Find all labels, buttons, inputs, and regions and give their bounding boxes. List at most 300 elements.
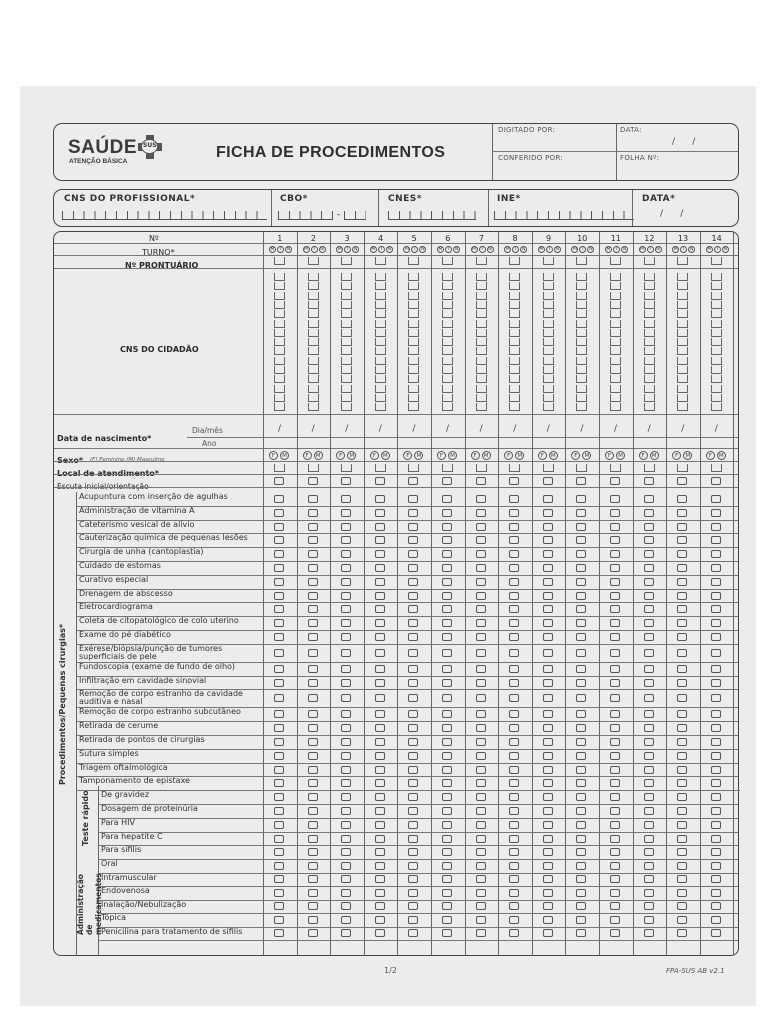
procedure-checkbox[interactable] (509, 710, 519, 718)
procedure-checkbox[interactable] (476, 835, 486, 843)
cns-digit-box[interactable] (274, 366, 285, 374)
local-box[interactable] (644, 464, 655, 472)
procedure-checkbox[interactable] (576, 509, 586, 517)
procedure-checkbox[interactable] (308, 495, 318, 503)
procedure-checkbox[interactable] (677, 875, 687, 883)
procedure-checkbox[interactable] (375, 738, 385, 746)
procedure-checkbox[interactable] (644, 564, 654, 572)
cns-digit-box[interactable] (711, 375, 722, 383)
procedure-checkbox[interactable] (308, 835, 318, 843)
procedure-checkbox[interactable] (610, 848, 620, 856)
turno-option[interactable]: N (286, 247, 291, 252)
procedure-checkbox[interactable] (274, 889, 284, 897)
turno-option[interactable]: M (640, 247, 645, 252)
turno-option[interactable]: M (371, 247, 376, 252)
cns-digit-box[interactable] (408, 310, 419, 318)
cns-digit-box[interactable] (308, 273, 319, 281)
cns-digit-box[interactable] (543, 310, 554, 318)
procedure-checkbox[interactable] (442, 724, 452, 732)
procedure-checkbox[interactable] (711, 523, 721, 531)
procedure-checkbox[interactable] (274, 710, 284, 718)
sexo-option[interactable]: F (403, 451, 412, 460)
procedure-checkbox[interactable] (408, 807, 418, 815)
local-box[interactable] (576, 464, 587, 472)
cns-digit-box[interactable] (677, 366, 688, 374)
procedure-checkbox[interactable] (677, 848, 687, 856)
procedure-checkbox[interactable] (644, 862, 654, 870)
cns-digit-box[interactable] (576, 301, 587, 309)
procedure-checkbox[interactable] (375, 665, 385, 673)
procedure-checkbox[interactable] (375, 550, 385, 558)
cns-digit-box[interactable] (442, 385, 453, 393)
procedure-checkbox[interactable] (509, 738, 519, 746)
procedure-checkbox[interactable] (711, 779, 721, 787)
cns-digit-box[interactable] (543, 357, 554, 365)
local-box[interactable] (610, 464, 621, 472)
procedure-checkbox[interactable] (408, 633, 418, 641)
procedure-checkbox[interactable] (644, 766, 654, 774)
procedure-checkbox[interactable] (442, 578, 452, 586)
cns-digit-box[interactable] (543, 301, 554, 309)
cns-digit-box[interactable] (274, 385, 285, 393)
cns-digit-box[interactable] (408, 385, 419, 393)
procedure-checkbox[interactable] (576, 724, 586, 732)
procedure-checkbox[interactable] (576, 550, 586, 558)
procedure-checkbox[interactable] (576, 875, 586, 883)
procedure-checkbox[interactable] (543, 724, 553, 732)
procedure-checkbox[interactable] (408, 649, 418, 657)
procedure-checkbox[interactable] (576, 578, 586, 586)
procedure-checkbox[interactable] (509, 793, 519, 801)
procedure-checkbox[interactable] (476, 916, 486, 924)
procedure-checkbox[interactable] (408, 550, 418, 558)
sexo-option[interactable]: M (616, 451, 625, 460)
escuta-checkbox[interactable] (677, 477, 687, 485)
cns-digit-box[interactable] (274, 273, 285, 281)
sexo-option[interactable]: M (582, 451, 591, 460)
procedure-checkbox[interactable] (341, 793, 351, 801)
cns-digit-box[interactable] (509, 310, 520, 318)
procedure-checkbox[interactable] (610, 564, 620, 572)
cns-digit-box[interactable] (610, 292, 621, 300)
cns-digit-box[interactable] (711, 282, 722, 290)
procedure-checkbox[interactable] (644, 550, 654, 558)
procedure-checkbox[interactable] (375, 848, 385, 856)
procedure-checkbox[interactable] (543, 649, 553, 657)
turno-option[interactable]: M (707, 247, 712, 252)
procedure-checkbox[interactable] (408, 821, 418, 829)
procedure-checkbox[interactable] (677, 929, 687, 937)
cns-digit-box[interactable] (408, 366, 419, 374)
procedure-checkbox[interactable] (274, 875, 284, 883)
cns-digit-box[interactable] (408, 301, 419, 309)
procedure-checkbox[interactable] (509, 592, 519, 600)
procedure-checkbox[interactable] (543, 550, 553, 558)
procedure-checkbox[interactable] (711, 835, 721, 843)
procedure-checkbox[interactable] (711, 633, 721, 641)
procedure-checkbox[interactable] (341, 550, 351, 558)
cns-digit-box[interactable] (711, 292, 722, 300)
procedure-checkbox[interactable] (644, 665, 654, 673)
procedure-checkbox[interactable] (442, 649, 452, 657)
procedure-checkbox[interactable] (442, 848, 452, 856)
procedure-checkbox[interactable] (442, 835, 452, 843)
procedure-checkbox[interactable] (677, 495, 687, 503)
procedure-checkbox[interactable] (677, 633, 687, 641)
cns-digit-box[interactable] (375, 403, 386, 411)
cns-digit-box[interactable] (442, 282, 453, 290)
cns-digit-box[interactable] (476, 310, 487, 318)
cns-digit-box[interactable] (711, 385, 722, 393)
cns-digit-box[interactable] (644, 273, 655, 281)
cns-digit-box[interactable] (408, 320, 419, 328)
procedure-checkbox[interactable] (442, 807, 452, 815)
procedure-checkbox[interactable] (408, 793, 418, 801)
procedure-checkbox[interactable] (576, 710, 586, 718)
procedure-checkbox[interactable] (274, 929, 284, 937)
procedure-checkbox[interactable] (543, 679, 553, 687)
local-box[interactable] (711, 464, 722, 472)
procedure-checkbox[interactable] (644, 738, 654, 746)
cns-digit-box[interactable] (711, 320, 722, 328)
procedure-checkbox[interactable] (610, 619, 620, 627)
procedure-checkbox[interactable] (476, 633, 486, 641)
cbo-field[interactable] (278, 211, 333, 220)
procedure-checkbox[interactable] (375, 649, 385, 657)
cns-digit-box[interactable] (509, 385, 520, 393)
cns-digit-box[interactable] (610, 403, 621, 411)
procedure-checkbox[interactable] (543, 821, 553, 829)
procedure-checkbox[interactable] (308, 902, 318, 910)
procedure-checkbox[interactable] (677, 793, 687, 801)
procedure-checkbox[interactable] (610, 550, 620, 558)
procedure-checkbox[interactable] (610, 929, 620, 937)
sexo-option[interactable]: F (471, 451, 480, 460)
cns-digit-box[interactable] (308, 301, 319, 309)
turno-option[interactable]: N (656, 247, 660, 252)
cns-digit-box[interactable] (610, 366, 621, 374)
procedure-checkbox[interactable] (274, 633, 284, 641)
procedure-checkbox[interactable] (644, 929, 654, 937)
procedure-checkbox[interactable] (408, 495, 418, 503)
procedure-checkbox[interactable] (711, 929, 721, 937)
sexo-option[interactable]: F (706, 451, 715, 460)
procedure-checkbox[interactable] (375, 592, 385, 600)
procedure-checkbox[interactable] (476, 766, 486, 774)
cns-digit-box[interactable] (375, 347, 386, 355)
procedure-checkbox[interactable] (476, 875, 486, 883)
procedure-checkbox[interactable] (543, 592, 553, 600)
procedure-checkbox[interactable] (408, 902, 418, 910)
procedure-checkbox[interactable] (610, 889, 620, 897)
cns-digit-box[interactable] (711, 273, 722, 281)
procedure-checkbox[interactable] (408, 875, 418, 883)
turno-option[interactable]: N (488, 247, 492, 252)
procedure-checkbox[interactable] (341, 902, 351, 910)
cns-digit-box[interactable] (644, 329, 655, 337)
procedure-checkbox[interactable] (711, 665, 721, 673)
procedure-checkbox[interactable] (677, 694, 687, 702)
procedure-checkbox[interactable] (341, 578, 351, 586)
turno-option[interactable]: M (438, 247, 443, 252)
procedure-checkbox[interactable] (711, 578, 721, 586)
procedure-checkbox[interactable] (375, 694, 385, 702)
procedure-checkbox[interactable] (408, 766, 418, 774)
prontuario-box[interactable] (711, 257, 722, 265)
procedure-checkbox[interactable] (576, 523, 586, 531)
cns-digit-box[interactable] (274, 320, 285, 328)
cns-digit-box[interactable] (711, 338, 722, 346)
cns-digit-box[interactable] (476, 320, 487, 328)
procedure-checkbox[interactable] (442, 523, 452, 531)
procedure-checkbox[interactable] (476, 550, 486, 558)
procedure-checkbox[interactable] (274, 694, 284, 702)
procedure-checkbox[interactable] (509, 902, 519, 910)
turno-option[interactable]: N (421, 247, 425, 252)
procedure-checkbox[interactable] (308, 509, 318, 517)
procedure-checkbox[interactable] (644, 835, 654, 843)
cns-digit-box[interactable] (677, 338, 688, 346)
procedure-checkbox[interactable] (711, 875, 721, 883)
procedure-checkbox[interactable] (274, 578, 284, 586)
procedure-checkbox[interactable] (677, 821, 687, 829)
sexo-option[interactable]: F (303, 451, 312, 460)
procedure-checkbox[interactable] (644, 495, 654, 503)
procedure-checkbox[interactable] (644, 619, 654, 627)
procedure-checkbox[interactable] (442, 821, 452, 829)
procedure-checkbox[interactable] (274, 793, 284, 801)
procedure-checkbox[interactable] (543, 875, 553, 883)
procedure-checkbox[interactable] (408, 509, 418, 517)
cns-digit-box[interactable] (375, 320, 386, 328)
sexo-option[interactable]: M (515, 451, 524, 460)
procedure-checkbox[interactable] (711, 679, 721, 687)
cns-digit-box[interactable] (274, 375, 285, 383)
cns-digit-box[interactable] (509, 292, 520, 300)
procedure-checkbox[interactable] (476, 679, 486, 687)
procedure-checkbox[interactable] (576, 679, 586, 687)
escuta-checkbox[interactable] (308, 477, 318, 485)
cns-digit-box[interactable] (375, 310, 386, 318)
cns-digit-box[interactable] (341, 403, 352, 411)
cns-digit-box[interactable] (610, 375, 621, 383)
procedure-checkbox[interactable] (274, 766, 284, 774)
procedure-checkbox[interactable] (711, 619, 721, 627)
cns-digit-box[interactable] (677, 385, 688, 393)
procedure-checkbox[interactable] (576, 495, 586, 503)
procedure-checkbox[interactable] (341, 807, 351, 815)
escuta-checkbox[interactable] (711, 477, 721, 485)
escuta-checkbox[interactable] (442, 477, 452, 485)
cns-digit-box[interactable] (576, 273, 587, 281)
procedure-checkbox[interactable] (509, 724, 519, 732)
procedure-checkbox[interactable] (644, 916, 654, 924)
cns-digit-box[interactable] (677, 375, 688, 383)
procedure-checkbox[interactable] (711, 592, 721, 600)
sexo-option[interactable]: M (314, 451, 323, 460)
procedure-checkbox[interactable] (341, 835, 351, 843)
cns-digit-box[interactable] (308, 310, 319, 318)
procedure-checkbox[interactable] (610, 821, 620, 829)
procedure-checkbox[interactable] (274, 916, 284, 924)
sexo-option[interactable]: F (504, 451, 513, 460)
procedure-checkbox[interactable] (308, 550, 318, 558)
procedure-checkbox[interactable] (408, 536, 418, 544)
procedure-checkbox[interactable] (341, 523, 351, 531)
procedure-checkbox[interactable] (543, 694, 553, 702)
sexo-option[interactable]: M (717, 451, 726, 460)
procedure-checkbox[interactable] (543, 752, 553, 760)
procedure-checkbox[interactable] (274, 649, 284, 657)
procedure-checkbox[interactable] (509, 509, 519, 517)
cns-digit-box[interactable] (711, 357, 722, 365)
cns-digit-box[interactable] (576, 347, 587, 355)
procedure-checkbox[interactable] (576, 779, 586, 787)
cns-digit-box[interactable] (576, 385, 587, 393)
prontuario-box[interactable] (509, 257, 520, 265)
local-box[interactable] (677, 464, 688, 472)
procedure-checkbox[interactable] (543, 848, 553, 856)
local-box[interactable] (442, 464, 453, 472)
procedure-checkbox[interactable] (408, 679, 418, 687)
cns-digit-box[interactable] (341, 394, 352, 402)
cns-digit-box[interactable] (408, 375, 419, 383)
cns-digit-box[interactable] (576, 338, 587, 346)
procedure-checkbox[interactable] (644, 679, 654, 687)
cns-digit-box[interactable] (308, 403, 319, 411)
procedure-checkbox[interactable] (308, 633, 318, 641)
sexo-option[interactable]: M (280, 451, 289, 460)
procedure-checkbox[interactable] (509, 835, 519, 843)
procedure-checkbox[interactable] (610, 694, 620, 702)
procedure-checkbox[interactable] (308, 649, 318, 657)
turno-option[interactable]: T (613, 246, 620, 253)
cns-digit-box[interactable] (341, 357, 352, 365)
cns-digit-box[interactable] (509, 301, 520, 309)
procedure-checkbox[interactable] (274, 779, 284, 787)
cns-digit-box[interactable] (274, 310, 285, 318)
procedure-checkbox[interactable] (375, 619, 385, 627)
procedure-checkbox[interactable] (442, 633, 452, 641)
procedure-checkbox[interactable] (408, 619, 418, 627)
procedure-checkbox[interactable] (509, 694, 519, 702)
procedure-checkbox[interactable] (543, 495, 553, 503)
cns-digit-box[interactable] (543, 403, 554, 411)
cns-digit-box[interactable] (610, 310, 621, 318)
turno-option[interactable]: N (454, 247, 459, 252)
cns-digit-box[interactable] (375, 375, 386, 383)
procedure-checkbox[interactable] (341, 916, 351, 924)
cns-digit-box[interactable] (509, 329, 520, 337)
cns-digit-box[interactable] (677, 394, 688, 402)
cns-digit-box[interactable] (610, 394, 621, 402)
procedure-checkbox[interactable] (274, 665, 284, 673)
procedure-checkbox[interactable] (644, 902, 654, 910)
procedure-checkbox[interactable] (677, 509, 687, 517)
cns-digit-box[interactable] (308, 320, 319, 328)
procedure-checkbox[interactable] (408, 564, 418, 572)
cns-digit-box[interactable] (711, 394, 722, 402)
procedure-checkbox[interactable] (308, 807, 318, 815)
procedure-checkbox[interactable] (509, 929, 519, 937)
procedure-checkbox[interactable] (677, 619, 687, 627)
cns-digit-box[interactable] (274, 301, 285, 309)
procedure-checkbox[interactable] (274, 862, 284, 870)
cns-digit-box[interactable] (341, 366, 352, 374)
procedure-checkbox[interactable] (476, 605, 486, 613)
escuta-checkbox[interactable] (509, 477, 519, 485)
procedure-checkbox[interactable] (610, 649, 620, 657)
procedure-checkbox[interactable] (543, 862, 553, 870)
procedure-checkbox[interactable] (576, 889, 586, 897)
procedure-checkbox[interactable] (677, 710, 687, 718)
cns-digit-box[interactable] (543, 347, 554, 355)
procedure-checkbox[interactable] (711, 766, 721, 774)
turno-option[interactable]: M (505, 247, 510, 252)
procedure-checkbox[interactable] (711, 724, 721, 732)
procedure-checkbox[interactable] (543, 835, 553, 843)
procedure-checkbox[interactable] (274, 902, 284, 910)
sexo-option[interactable]: F (336, 451, 345, 460)
procedure-checkbox[interactable] (476, 889, 486, 897)
procedure-checkbox[interactable] (644, 509, 654, 517)
procedure-checkbox[interactable] (274, 752, 284, 760)
procedure-checkbox[interactable] (576, 649, 586, 657)
cns-digit-box[interactable] (341, 273, 352, 281)
procedure-checkbox[interactable] (341, 929, 351, 937)
procedure-checkbox[interactable] (408, 694, 418, 702)
local-box[interactable] (509, 464, 520, 472)
procedure-checkbox[interactable] (576, 605, 586, 613)
procedure-checkbox[interactable] (375, 766, 385, 774)
prontuario-box[interactable] (308, 257, 319, 265)
procedure-checkbox[interactable] (341, 649, 351, 657)
cns-digit-box[interactable] (509, 273, 520, 281)
cns-digit-box[interactable] (677, 301, 688, 309)
procedure-checkbox[interactable] (677, 536, 687, 544)
cns-digit-box[interactable] (476, 403, 487, 411)
procedure-checkbox[interactable] (576, 592, 586, 600)
procedure-checkbox[interactable] (341, 710, 351, 718)
procedure-checkbox[interactable] (677, 649, 687, 657)
local-box[interactable] (476, 464, 487, 472)
procedure-checkbox[interactable] (543, 619, 553, 627)
local-box[interactable] (341, 464, 352, 472)
procedure-checkbox[interactable] (677, 862, 687, 870)
cns-digit-box[interactable] (576, 310, 587, 318)
procedure-checkbox[interactable] (644, 807, 654, 815)
procedure-checkbox[interactable] (442, 592, 452, 600)
procedure-checkbox[interactable] (711, 793, 721, 801)
procedure-checkbox[interactable] (442, 710, 452, 718)
procedure-checkbox[interactable] (476, 738, 486, 746)
cns-digit-box[interactable] (274, 292, 285, 300)
procedure-checkbox[interactable] (442, 564, 452, 572)
procedure-checkbox[interactable] (375, 793, 385, 801)
procedure-checkbox[interactable] (543, 633, 553, 641)
turno-option[interactable]: N (522, 247, 526, 252)
procedure-checkbox[interactable] (375, 495, 385, 503)
procedure-checkbox[interactable] (476, 848, 486, 856)
procedure-checkbox[interactable] (308, 916, 318, 924)
cns-digit-box[interactable] (644, 282, 655, 290)
procedure-checkbox[interactable] (543, 605, 553, 613)
procedure-checkbox[interactable] (677, 889, 687, 897)
procedure-checkbox[interactable] (509, 848, 519, 856)
procedure-checkbox[interactable] (509, 752, 519, 760)
cns-digit-box[interactable] (408, 403, 419, 411)
procedure-checkbox[interactable] (610, 633, 620, 641)
